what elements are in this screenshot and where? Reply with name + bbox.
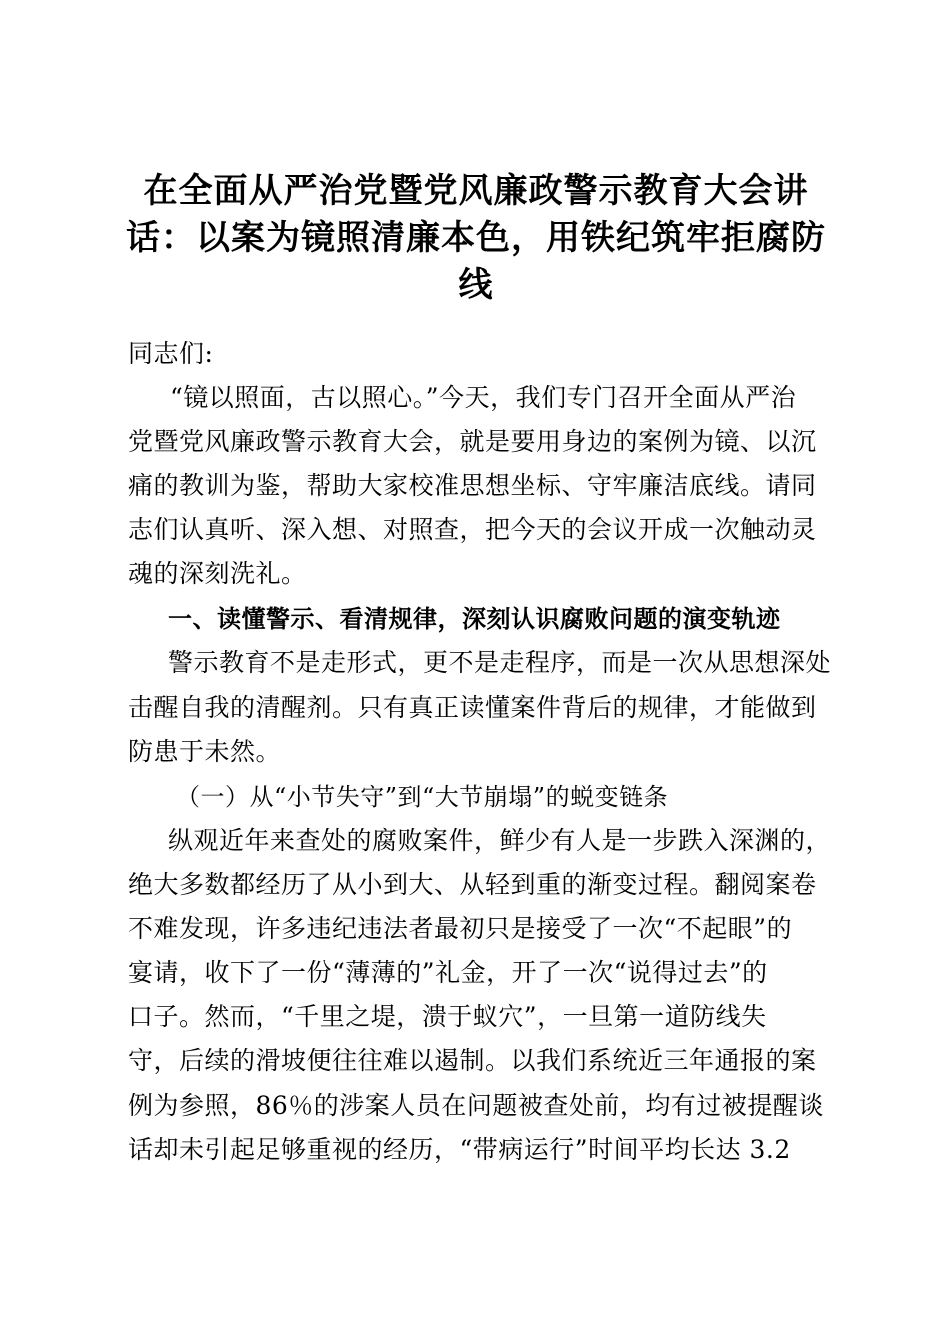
subsection-paragraph-line: 守，后续的滑坡便往往难以遏制。以我们系统近三年通报的案 xyxy=(128,1046,817,1075)
subsection-paragraph-line: 不难发现，许多违纪违法者最初只是接受了一次“不起眼”的 xyxy=(128,914,793,943)
document-title xyxy=(120,168,832,309)
section-paragraph-line: 防患于未然。 xyxy=(128,737,282,766)
subsection-paragraph-line: 例为参照，86％的涉案人员在问题被查处前，均有过被提醒谈 xyxy=(128,1091,824,1120)
intro-paragraph-line: 党暨党风廉政警示教育大会，就是要用身边的案例为镜、以沉 xyxy=(128,427,817,456)
intro-paragraph-line: 痛的教训为鉴，帮助大家校准思想坐标、守牢廉洁底线。请同 xyxy=(128,471,817,500)
section-paragraph-line: 击醒自我的清醒剂。只有真正读懂案件背后的规律，才能做到 xyxy=(128,693,817,722)
subsection-paragraph-line: 话却未引起足够重视的经历，“带病运行”时间平均长达 3.2 xyxy=(128,1135,791,1164)
subsection-paragraph-line: 绝大多数都经历了从小到大、从轻到重的渐变过程。翻阅案卷 xyxy=(128,870,817,899)
subsection-paragraph-line: 纵观近年来查处的腐败案件，鲜少有人是一步跌入深渊的， xyxy=(168,826,832,855)
title-line: 话：以案为镜照清廉本色，用铁纪筑牢拒腐防 xyxy=(126,218,826,258)
subsection-heading: （一）从“小节失守”到“大节崩塌”的蜕变链条 xyxy=(176,783,669,811)
intro-paragraph-line: 志们认真听、深入想、对照查，把今天的会议开成一次触动灵 xyxy=(128,515,817,544)
subsection-paragraph-line: 口子。然而，“千里之堤，溃于蚁穴”，一旦第一道防线失 xyxy=(128,1002,767,1031)
title-line: 线 xyxy=(458,265,494,305)
intro-paragraph-line: “镜以照面，古以照心。”今天，我们专门召开全面从严治 xyxy=(170,383,797,412)
intro-paragraph-line: 魂的深刻洗礼。 xyxy=(128,559,307,588)
section-heading: 一、读懂警示、看清规律，深刻认识腐败问题的演变轨迹 xyxy=(168,605,781,633)
section-paragraph-line: 警示教育不是走形式，更不是走程序，而是一次从思想深处 xyxy=(168,648,832,677)
subsection-paragraph-line: 宴请，收下了一份“薄薄的”礼金，开了一次“说得过去”的 xyxy=(128,958,768,987)
salutation: 同志们: xyxy=(128,339,214,368)
title-line: 在全面从严治党暨党风廉政警示教育大会讲 xyxy=(143,171,809,211)
